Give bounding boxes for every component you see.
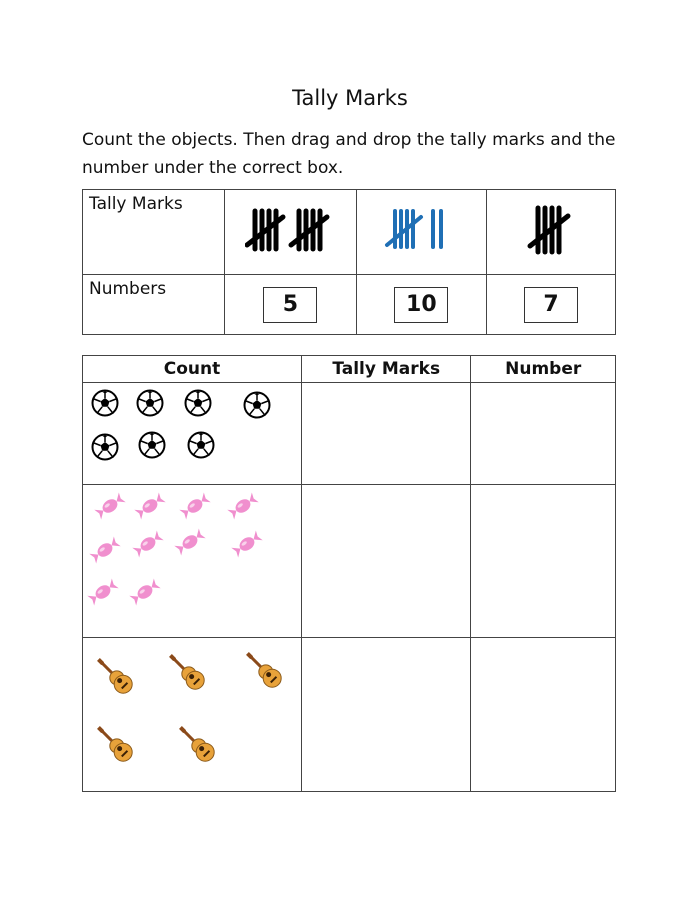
candy-icon xyxy=(88,535,122,569)
guitar-icon xyxy=(91,720,137,770)
number-card-seven[interactable]: 7 xyxy=(524,287,578,323)
drop-zone-tally-1[interactable] xyxy=(302,383,471,485)
guitar-icon xyxy=(91,652,137,702)
number-card-ten[interactable]: 10 xyxy=(394,287,448,323)
count-table xyxy=(82,355,616,792)
soccer-ball-icon xyxy=(91,389,119,421)
candy-icon xyxy=(128,577,162,611)
tally-five[interactable] xyxy=(526,202,576,258)
instructions: Count the objects. Then drag and drop the tally marks and the number under the correct box. xyxy=(82,130,616,178)
candy-icon xyxy=(131,529,165,563)
soccer-ball-icon xyxy=(243,391,271,423)
candy-icon xyxy=(178,491,212,525)
guitar-icon xyxy=(173,720,219,770)
guitar-icon xyxy=(163,648,209,698)
count-cell-balls xyxy=(83,383,302,485)
candy-icon xyxy=(226,491,260,525)
number-card-five[interactable]: 5 xyxy=(263,287,317,323)
tally-ten[interactable] xyxy=(245,205,335,255)
soccer-ball-icon xyxy=(187,431,215,463)
drop-zone-tally-3[interactable] xyxy=(302,638,471,792)
drop-zone-number-1[interactable] xyxy=(471,383,616,485)
header-tally-marks: Tally Marks xyxy=(302,356,471,383)
drop-zone-number-2[interactable] xyxy=(471,485,616,638)
header-count: Count xyxy=(83,356,302,383)
soccer-ball-icon xyxy=(136,389,164,421)
soccer-ball-icon xyxy=(138,431,166,463)
numbers-row-label: Numbers xyxy=(83,275,225,335)
candy-icon xyxy=(230,529,264,563)
page-title: Tally Marks xyxy=(292,86,408,110)
count-cell-guitars xyxy=(83,638,302,792)
count-cell-candies xyxy=(83,485,302,638)
guitar-icon xyxy=(240,646,286,696)
tally-row-label: Tally Marks xyxy=(83,190,225,275)
drop-zone-tally-2[interactable] xyxy=(302,485,471,638)
header-number: Number xyxy=(471,356,616,383)
answer-bank-table xyxy=(82,189,616,335)
soccer-ball-icon xyxy=(91,433,119,465)
candy-icon xyxy=(133,491,167,525)
soccer-ball-icon xyxy=(184,389,212,421)
drop-zone-number-3[interactable] xyxy=(471,638,616,792)
candy-icon xyxy=(86,577,120,611)
candy-icon xyxy=(93,491,127,525)
candy-icon xyxy=(173,527,207,561)
tally-seven[interactable] xyxy=(381,205,461,255)
